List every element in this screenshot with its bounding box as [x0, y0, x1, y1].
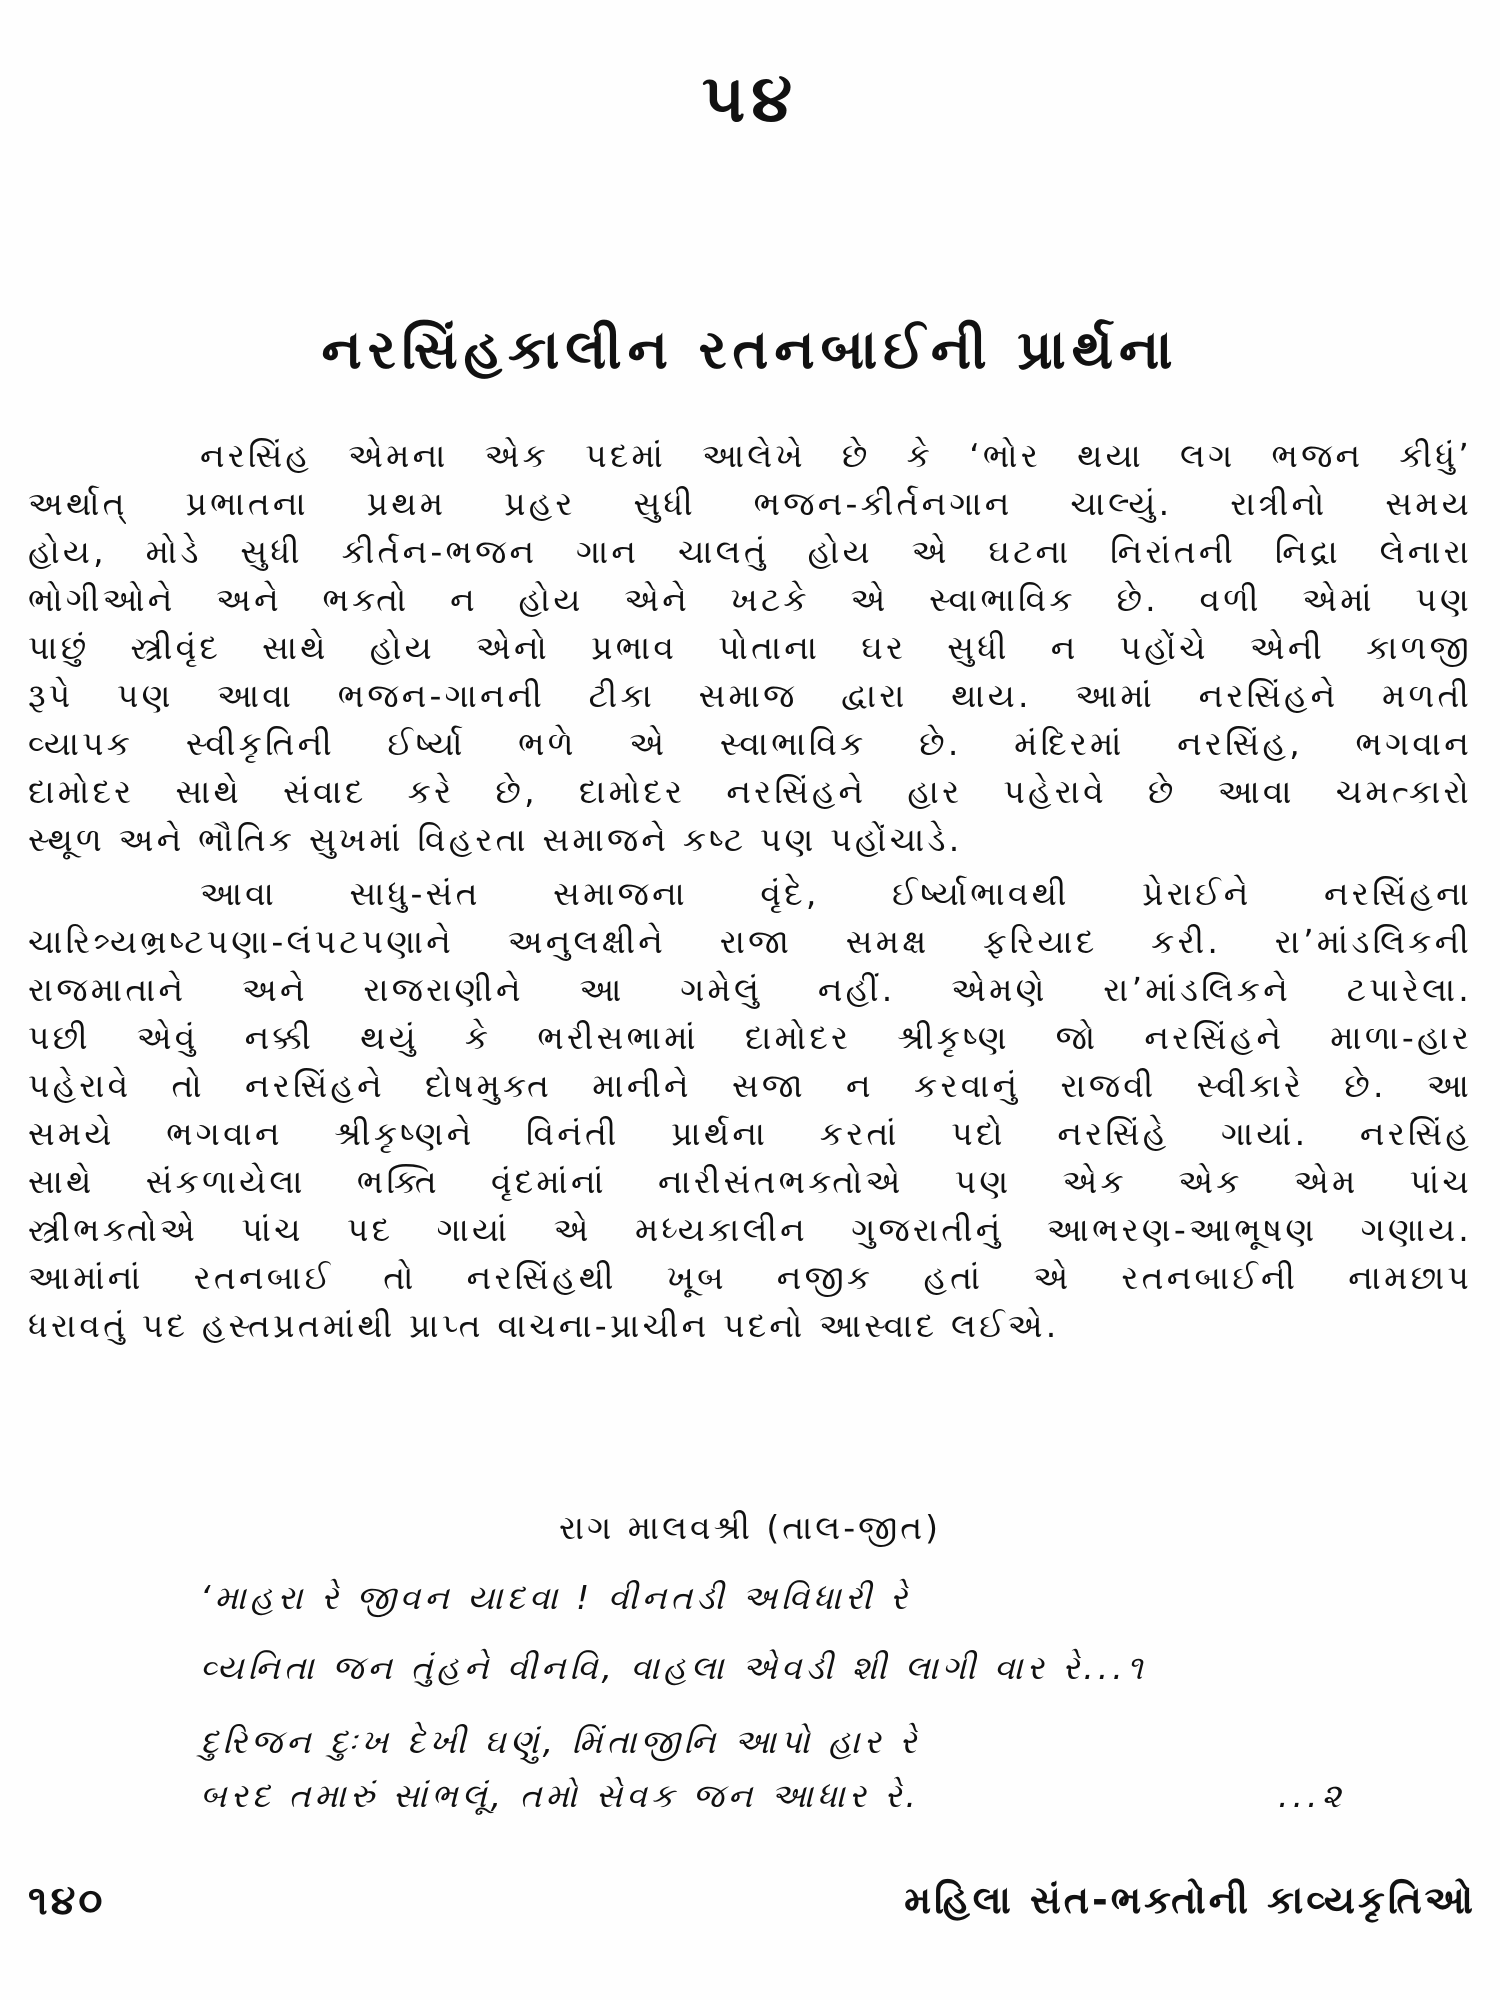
text-line: અર્થાત્ પ્રભાતના પ્રથમ પ્રહર સુધી ભજન-કીર્તનગાન ચાલ્યું. રાત્રીનો સમય	[28, 484, 1472, 523]
text-line: વ્યાપક સ્વીકૃતિની ઈર્ષ્યા ભળે એ સ્વાભાવિક છે. મંદિરમાં નરસિંહ, ભગવાન	[28, 724, 1472, 763]
body-text	[28, 432, 1472, 1356]
text-line: સાથે સંકળાયેલા ભક્તિ વૃંદમાંનાં નારીસંતભક્તોએ પણ એક એક એમ પાંચ	[28, 1162, 1472, 1201]
text-line: સમયે ભગવાન શ્રીકૃષ્ણને વિનંતી પ્રાર્થના કરતાં પદો નરસિંહે ગાયાં. નરસિંહ	[28, 1114, 1472, 1153]
raag-heading: રાગ માલવશ્રી (તાલ-જીત)	[558, 1508, 942, 1547]
text-line: આમાંનાં રતનબાઈ તો નરસિંહથી ખૂબ નજીક હતાં એ રતનબાઈની નામછાપ	[28, 1258, 1472, 1297]
running-footer-title: મહિલા સંત-ભક્તોની કાવ્યકૃતિઓ	[904, 1878, 1476, 1922]
text-line: ધરાવતું પદ હસ્તપ્રતમાંથી પ્રાપ્ત વાચના-પ્રાચીન પદનો આસ્વાદ લઈએ.	[28, 1306, 1060, 1345]
text-line: ચારિત્ર્યભ્રષ્ટપણા-લંપટપણાને અનુલક્ષીને રાજા સમક્ષ ફરિયાદ કરી. રા’માંડલિકની	[28, 922, 1472, 961]
page-number: ૧૪૦	[28, 1878, 106, 1924]
text-line: પાછું સ્ત્રીવૃંદ સાથે હોય એનો પ્રભાવ પોતાના ઘર સુધી ન પહોંચે એની કાળજી	[28, 628, 1472, 667]
text-line: આવા સાધુ-સંત સમાજના વૃંદે, ઈર્ષ્યાભાવથી પ્રેરાઈને નરસિંહના	[200, 874, 1472, 913]
text-line: સ્થૂળ અને ભૌતિક સુખમાં વિહરતા સમાજને કષ્ટ પણ પહોંચાડે.	[28, 820, 963, 859]
poem-line: વ્યનિતા જન તુંહને વીનવિ, વાહલા એવડી શી લાગી વાર રે...૧	[200, 1648, 1147, 1687]
chapter-title: નરસિંહકાલીન રતનબાઈની પ્રાર્થના	[321, 318, 1179, 381]
text-line: હોય, મોડે સુધી કીર્તન-ભજન ગાન ચાલતું હોય એ ઘટના નિરાંતની નિદ્રા લેનારા	[28, 532, 1472, 571]
text-line: દામોદર સાથે સંવાદ કરે છે, દામોદર નરસિંહને હાર પહેરાવે છે આવા ચમત્કારો	[28, 772, 1472, 811]
text-line: નરસિંહ એમના એક પદમાં આલેખે છે કે ‘ભોર થયા લગ ભજન કીધું’	[200, 436, 1472, 475]
chapter-number: ૫૪	[701, 60, 799, 137]
paragraph-1	[28, 432, 1472, 864]
text-line: સ્ત્રીભક્તોએ પાંચ પદ ગાયાં એ મધ્યકાલીન ગુજરાતીનું આભરણ-આભૂષણ ગણાય.	[28, 1210, 1472, 1249]
text-line: રૂપે પણ આવા ભજન-ગાનની ટીકા સમાજ દ્વારા થાય. આમાં નરસિંહને મળતી	[28, 676, 1472, 715]
verse-number: ...૨	[1278, 1776, 1345, 1815]
poem-line: ‘માહરા રે જીવન યાદવા ! વીનતડી અવિધારી રે	[200, 1578, 911, 1617]
poem-line: બરદ તમારું સાંભલૂં, તમો સેવક જન આધાર રે.	[200, 1776, 920, 1815]
paragraph-2	[28, 870, 1472, 1350]
text-line: ભોગીઓને અને ભક્તો ન હોય એને ખટકે એ સ્વાભાવિક છે. વળી એમાં પણ	[28, 580, 1472, 619]
text-line: પછી એવું નક્કી થયું કે ભરીસભામાં દામોદર શ્રીકૃષ્ણ જો નરસિંહને માળા-હાર	[28, 1018, 1472, 1057]
text-line: પહેરાવે તો નરસિંહને દોષમુક્ત માનીને સજા ન કરવાનું રાજવી સ્વીકારે છે. આ	[28, 1066, 1472, 1105]
text-line: રાજમાતાને અને રાજરાણીને આ ગમેલું નહીં. એમણે રા’માંડલિકને ટપારેલા.	[28, 970, 1472, 1009]
poem-line: દુરિજન દુઃખ દેખી ઘણું, મિંતાજીનિ આપો હાર રે	[200, 1722, 921, 1761]
